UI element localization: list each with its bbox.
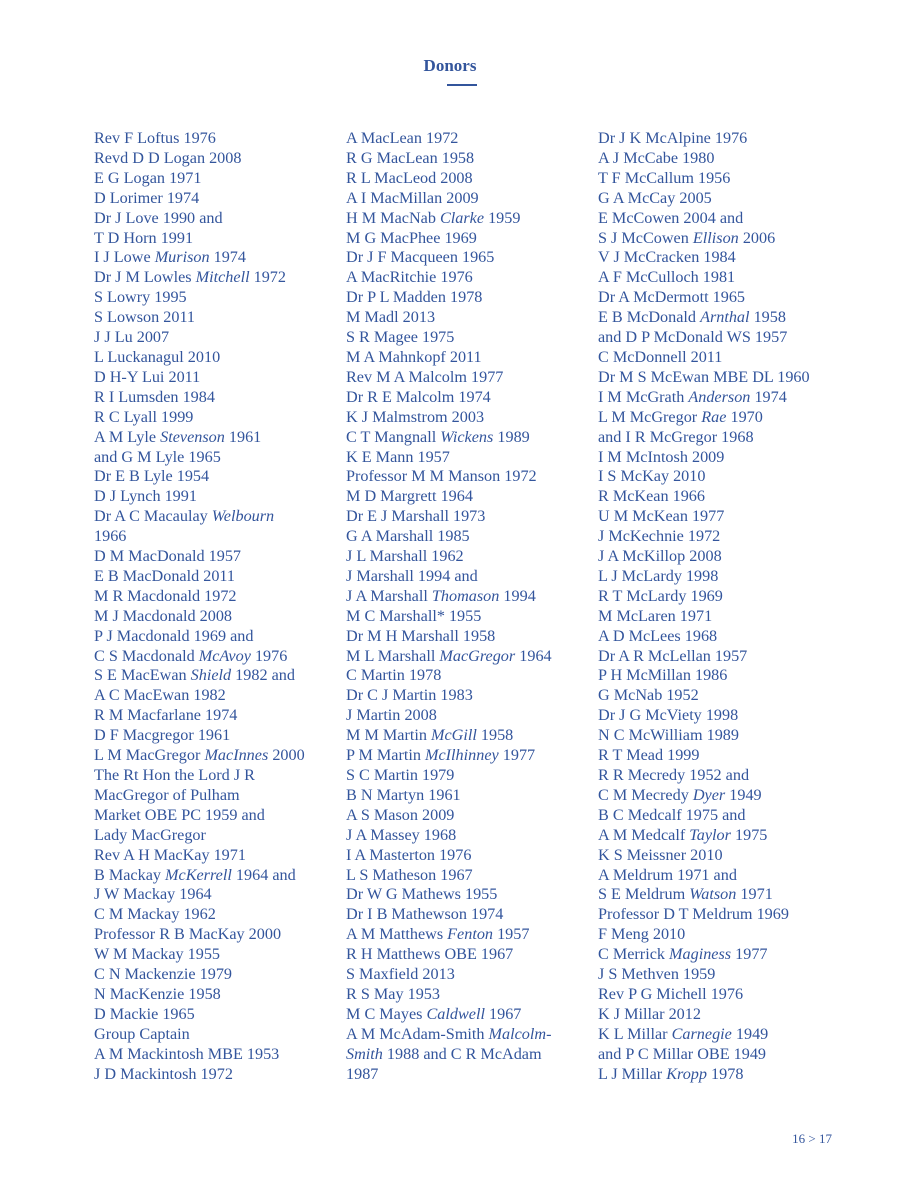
donor-entry: M C Marshall* 1955 bbox=[346, 606, 482, 625]
donor-entry: A MacLean 1972 bbox=[346, 129, 459, 147]
donor-entry: C M Mackay 1962 bbox=[94, 905, 216, 924]
donor-entry: I M McGrath Anderson 1974 bbox=[598, 387, 787, 406]
donor-entry: C McDonnell 2011 bbox=[598, 347, 723, 366]
donor-entry: S C Martin 1979 bbox=[346, 766, 455, 784]
donor-entry: C T Mangnall Wickens 1989 bbox=[346, 427, 530, 446]
donor-entry: A MacRitchie 1976 bbox=[346, 268, 473, 287]
donor-entry: R T Mead 1999 bbox=[598, 746, 700, 765]
donor-entry: R T McLardy 1969 bbox=[598, 586, 723, 605]
donor-entry: Group Captain A M Mackintosh MBE 1953 bbox=[94, 1024, 280, 1063]
donor-entry: Dr R E Malcolm 1974 bbox=[346, 387, 491, 406]
donor-column-3 bbox=[598, 129, 850, 1085]
donor-entry: A Meldrum 1971 and S E Meldrum Watson 1971 bbox=[598, 865, 773, 904]
donor-entry: I S McKay 2010 bbox=[598, 467, 706, 486]
donor-entry: L M McGregor Rae 1970 and I R McGregor 1968 bbox=[598, 407, 763, 446]
donor-entry: J McKechnie 1972 bbox=[598, 527, 721, 546]
donor-entry: S Lowson 2011 bbox=[94, 308, 196, 327]
donor-entry: D M MacDonald 1957 bbox=[94, 547, 242, 566]
donor-entry: B Mackay McKerrell 1964 and J W Mackay 1964 bbox=[94, 865, 296, 904]
donor-entry: E G Logan 1971 bbox=[94, 168, 202, 187]
donor-entry: Professor D T Meldrum 1969 bbox=[598, 905, 789, 924]
donor-entry: A M Matthews Fenton 1957 bbox=[346, 925, 530, 944]
donor-entry: C Merrick Maginess 1977 bbox=[598, 945, 768, 964]
donor-entry: T F McCallum 1956 bbox=[598, 168, 731, 187]
donor-entry: P M Martin McIlhinney 1977 bbox=[346, 746, 536, 765]
donor-entry: G McNab 1952 bbox=[598, 686, 699, 705]
donor-entry: L J McLardy 1998 bbox=[598, 566, 719, 585]
donor-column-1 bbox=[94, 129, 346, 1085]
donor-entry: R M Macfarlane 1974 bbox=[94, 706, 238, 725]
page-title: Donors bbox=[423, 56, 477, 75]
donor-entry: Dr I B Mathewson 1974 bbox=[346, 905, 504, 924]
donor-entry: Dr J K McAlpine 1976 bbox=[598, 129, 748, 147]
donor-entry: L J Millar Kropp 1978 bbox=[598, 1064, 744, 1083]
donor-entry: M C Mayes Caldwell 1967 bbox=[346, 1004, 522, 1023]
donor-entry: W M Mackay 1955 bbox=[94, 945, 221, 964]
donor-entry: A M McAdam-Smith Malcolm- Smith 1988 and C R McAdam 1987 bbox=[346, 1024, 552, 1083]
donor-entry: E B MacDonald 2011 bbox=[94, 566, 236, 585]
donor-entry: B C Medcalf 1975 and A M Medcalf Taylor 1975 bbox=[598, 805, 768, 844]
donor-entry: E B McDonald Arnthal 1958 and D P McDonald WS 1957 bbox=[598, 308, 788, 347]
donor-entry: H M MacNab Clarke 1959 bbox=[346, 208, 521, 227]
donor-entry: A I MacMillan 2009 bbox=[346, 188, 479, 207]
donor-entry: C Martin 1978 bbox=[346, 666, 442, 685]
donor-entry: R L MacLeod 2008 bbox=[346, 168, 473, 187]
donor-entry: A J McCabe 1980 bbox=[598, 148, 715, 167]
donor-entry: J J Lu 2007 bbox=[94, 328, 170, 347]
donor-entry: R R Mecredy 1952 and C M Mecredy Dyer 1949 bbox=[598, 766, 762, 804]
donor-entry: L Luckanagul 2010 bbox=[94, 347, 221, 366]
donor-entry: Rev P G Michell 1976 bbox=[598, 984, 744, 1003]
donor-entry: J Martin 2008 bbox=[346, 706, 437, 725]
donor-entry: J S Methven 1959 bbox=[598, 965, 716, 984]
donor-entry: J Marshall 1994 and J A Marshall Thomason 1994 bbox=[346, 566, 536, 605]
donor-entry: P J Macdonald 1969 and C S Macdonald McAvoy 1976 bbox=[94, 626, 288, 665]
donor-entry: E McCowen 2004 and S J McCowen Ellison 2006 bbox=[598, 208, 776, 247]
donor-entry: M L Marshall MacGregor 1964 bbox=[346, 646, 552, 665]
donor-entry: L S Matheson 1967 bbox=[346, 865, 473, 884]
donor-entry: Dr M H Marshall 1958 bbox=[346, 626, 496, 645]
donor-entry: Rev M A Malcolm 1977 bbox=[346, 367, 504, 386]
donor-entry: S R Magee 1975 bbox=[346, 328, 455, 347]
donor-entry: Dr A McDermott 1965 bbox=[598, 288, 746, 307]
donor-entry: Dr J F Macqueen 1965 bbox=[346, 248, 495, 267]
donor-entry: Dr A R McLellan 1957 bbox=[598, 646, 748, 665]
donor-entry: B N Martyn 1961 bbox=[346, 785, 461, 804]
donor-entry: N C McWilliam 1989 bbox=[598, 726, 739, 745]
donor-entry: D Mackie 1965 bbox=[94, 1004, 195, 1023]
donor-entry: K J Malmstrom 2003 bbox=[346, 407, 485, 426]
page-number: 16 > 17 bbox=[792, 1131, 832, 1146]
donor-entry: Revd D D Logan 2008 bbox=[94, 148, 242, 167]
donor-entry: Dr E B Lyle 1954 bbox=[94, 467, 210, 486]
donor-entry: J A Massey 1968 bbox=[346, 825, 457, 844]
donor-entry: D H-Y Lui 2011 bbox=[94, 367, 201, 386]
donor-entry: U M McKean 1977 bbox=[598, 507, 725, 526]
donor-entry: The Rt Hon the Lord J R MacGregor of Pulham Market OBE PC 1959 and Lady MacGregor bbox=[94, 766, 265, 844]
donor-entry: J D Mackintosh 1972 bbox=[94, 1064, 233, 1083]
donor-entry: R S May 1953 bbox=[346, 984, 440, 1003]
donor-entry: N MacKenzie 1958 bbox=[94, 984, 221, 1003]
donor-entry: I A Masterton 1976 bbox=[346, 845, 472, 864]
donor-entry: M Madl 2013 bbox=[346, 308, 436, 327]
donor-entry: Rev F Loftus 1976 bbox=[94, 129, 216, 147]
donor-entry: Dr J M Lowles Mitchell 1972 bbox=[94, 268, 286, 287]
donor-entry: A D McLees 1968 bbox=[598, 626, 718, 645]
donor-entry: R H Matthews OBE 1967 bbox=[346, 945, 514, 964]
donor-list bbox=[94, 129, 834, 1085]
donor-entry: J L Marshall 1962 bbox=[346, 547, 464, 566]
donor-entry: R G MacLean 1958 bbox=[346, 148, 475, 167]
donor-entry: Dr A C Macaulay Welbourn 1966 bbox=[94, 507, 275, 546]
donor-entry: C N Mackenzie 1979 bbox=[94, 965, 233, 984]
donor-entry: R I Lumsden 1984 bbox=[94, 387, 215, 406]
donor-entry: Dr P L Madden 1978 bbox=[346, 288, 483, 307]
donor-entry: I J Lowe Murison 1974 bbox=[94, 248, 246, 267]
donor-entry: Professor R B MacKay 2000 bbox=[94, 925, 282, 944]
donor-entry: Dr J G McViety 1998 bbox=[598, 706, 739, 725]
donor-entry: L M MacGregor MacInnes 2000 bbox=[94, 746, 305, 765]
donor-entry: S Maxfield 2013 bbox=[346, 965, 455, 984]
donor-entry: G A McCay 2005 bbox=[598, 188, 712, 207]
donor-entry: P H McMillan 1986 bbox=[598, 666, 728, 685]
donor-entry: A F McCulloch 1981 bbox=[598, 268, 736, 287]
donor-entry: V J McCracken 1984 bbox=[598, 248, 736, 267]
donor-entry: G A Marshall 1985 bbox=[346, 527, 470, 546]
donor-entry: A S Mason 2009 bbox=[346, 805, 455, 824]
donor-entry: K E Mann 1957 bbox=[346, 447, 450, 466]
donor-entry: A M Lyle Stevenson 1961 and G M Lyle 1965 bbox=[94, 427, 262, 466]
donor-entry: Professor M M Manson 1972 bbox=[346, 467, 537, 486]
donor-entry: Dr M S McEwan MBE DL 1960 bbox=[598, 367, 810, 386]
donor-entry: S E MacEwan Shield 1982 and A C MacEwan 1982 bbox=[94, 666, 295, 705]
donor-entry: F Meng 2010 bbox=[598, 925, 686, 944]
donor-entry: M G MacPhee 1969 bbox=[346, 228, 477, 247]
donor-entry: K S Meissner 2010 bbox=[598, 845, 723, 864]
donor-entry: K J Millar 2012 bbox=[598, 1004, 701, 1023]
donor-entry: D F Macgregor 1961 bbox=[94, 726, 231, 745]
donor-entry: R McKean 1966 bbox=[598, 487, 705, 506]
donor-entry: Dr C J Martin 1983 bbox=[346, 686, 473, 705]
donor-entry: Rev A H MacKay 1971 bbox=[94, 845, 246, 864]
donor-entry: M M Martin McGill 1958 bbox=[346, 726, 514, 745]
donor-entry: I M McIntosh 2009 bbox=[598, 447, 725, 466]
donor-entry: M R Macdonald 1972 bbox=[94, 586, 237, 605]
donor-entry: D Lorimer 1974 bbox=[94, 188, 200, 207]
donor-entry: M D Margrett 1964 bbox=[346, 487, 473, 506]
donor-entry: J A McKillop 2008 bbox=[598, 547, 722, 566]
donor-entry: Dr W G Mathews 1955 bbox=[346, 885, 498, 904]
donor-column-2 bbox=[346, 129, 598, 1085]
title-underline bbox=[447, 84, 477, 86]
donor-entry: M A Mahnkopf 2011 bbox=[346, 347, 482, 366]
donor-entry: K L Millar Carnegie 1949 and P C Millar OBE 1949 bbox=[598, 1024, 769, 1063]
donor-entry: M McLaren 1971 bbox=[598, 606, 713, 625]
donor-entry: R C Lyall 1999 bbox=[94, 407, 194, 426]
donor-entry: M J Macdonald 2008 bbox=[94, 606, 233, 625]
donor-entry: Dr E J Marshall 1973 bbox=[346, 507, 486, 526]
donor-entry: Dr J Love 1990 and T D Horn 1991 bbox=[94, 208, 223, 247]
donor-entry: S Lowry 1995 bbox=[94, 288, 187, 307]
donor-entry: D J Lynch 1991 bbox=[94, 487, 197, 506]
